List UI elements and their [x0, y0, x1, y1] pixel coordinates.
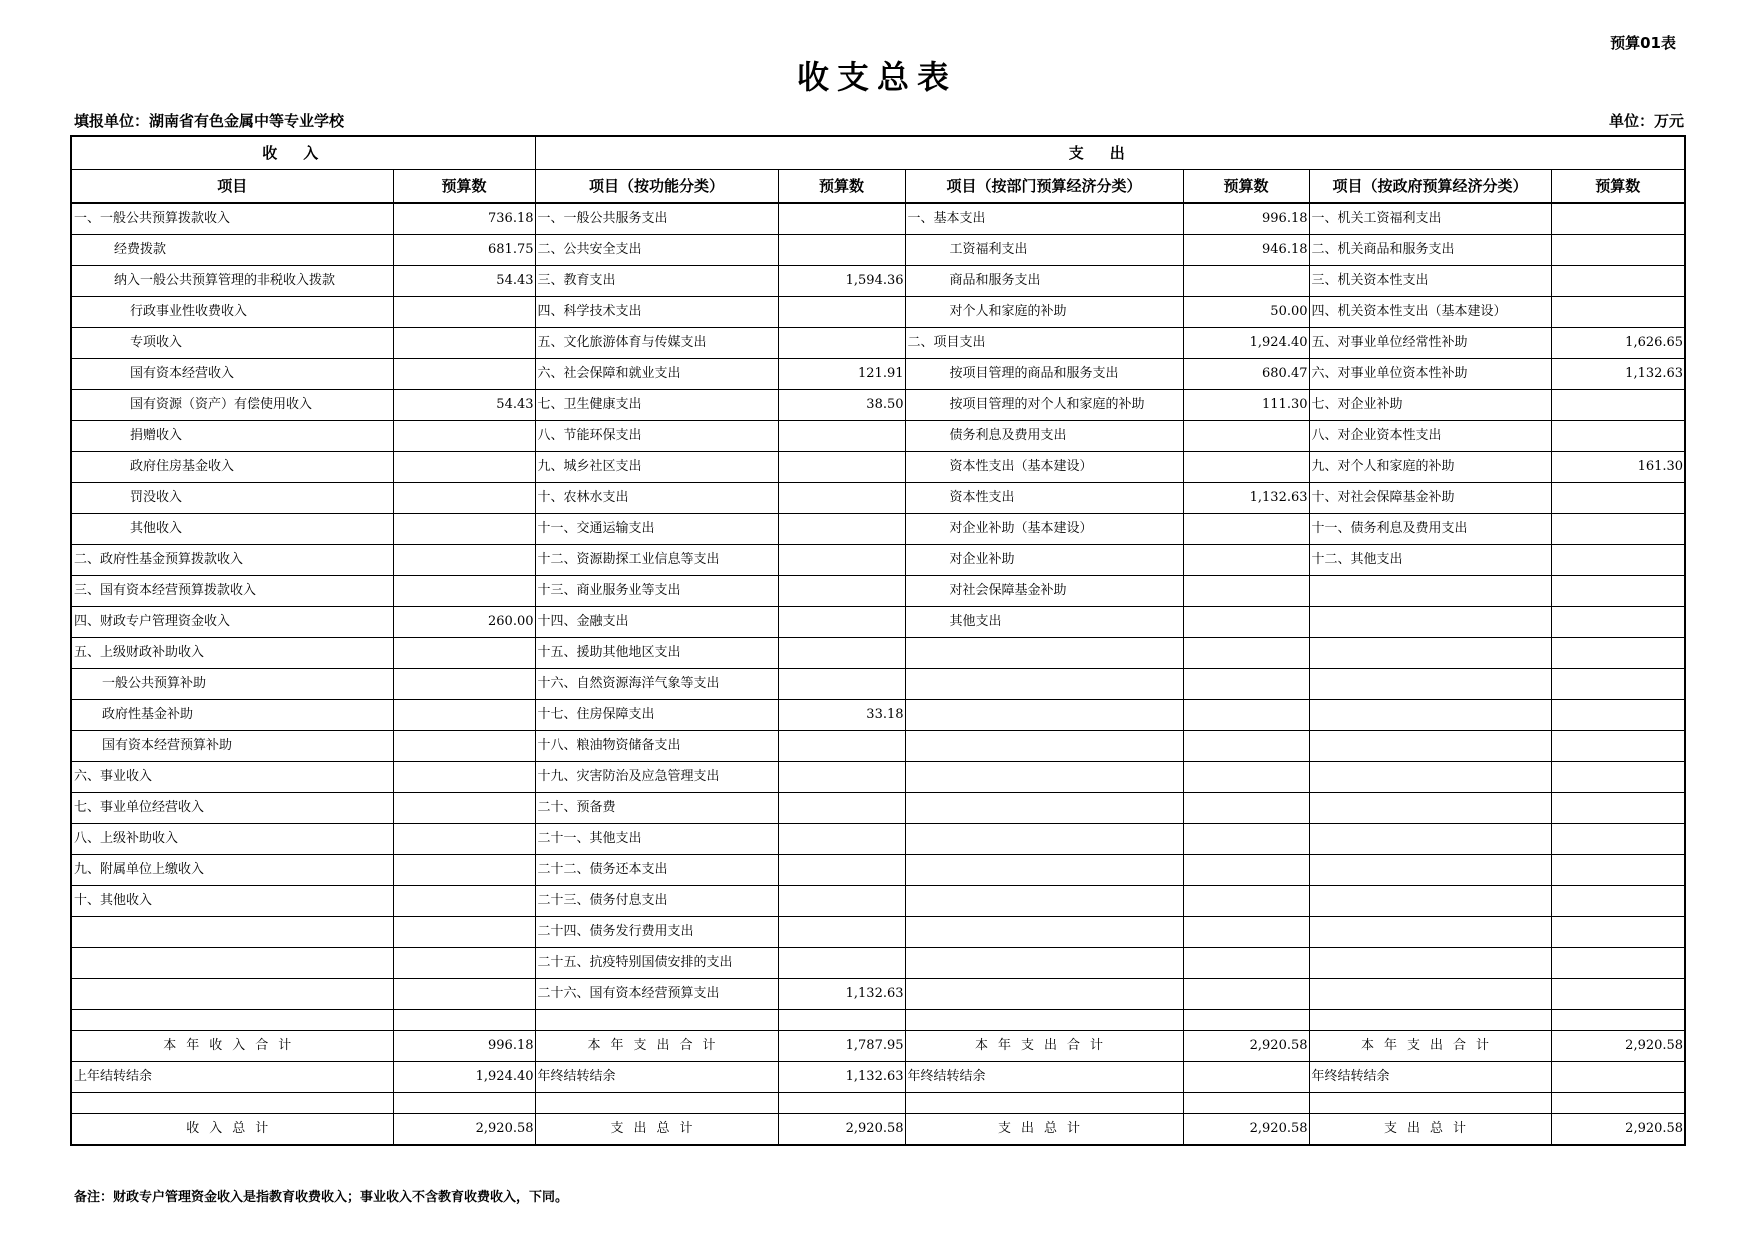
empty-cell — [905, 1093, 1183, 1114]
cell-functional-item: 七、卫生健康支出 — [535, 390, 778, 421]
table-row — [71, 979, 1685, 1010]
cell-functional-item: 二十六、国有资本经营预算支出 — [535, 979, 778, 1010]
table-row — [71, 203, 1685, 235]
cell-gov-economic-item — [1309, 948, 1551, 979]
cell-functional-amount: 2,920.58 — [778, 1114, 905, 1146]
cell-dept-economic-item: 二、项目支出 — [905, 328, 1183, 359]
cell-income-item: 国有资本经营预算补助 — [71, 731, 393, 762]
table-row — [71, 297, 1685, 328]
cell-income-item: 三、国有资本经营预算拨款收入 — [71, 576, 393, 607]
cell-gov-economic-item: 六、对事业单位资本性补助 — [1309, 359, 1551, 390]
cell-income-amount — [393, 638, 535, 669]
cell-functional-amount — [778, 793, 905, 824]
cell-income-amount — [393, 762, 535, 793]
empty-cell — [1551, 1093, 1685, 1114]
col-header-dept-economic-amount: 预算数 — [1183, 170, 1309, 204]
table-row — [71, 886, 1685, 917]
cell-gov-economic-amount — [1551, 762, 1685, 793]
cell-functional-item: 十二、资源勘探工业信息等支出 — [535, 545, 778, 576]
cell-functional-item: 八、节能环保支出 — [535, 421, 778, 452]
cell-income-amount — [393, 979, 535, 1010]
cell-income-item — [71, 948, 393, 979]
table-row — [71, 793, 1685, 824]
cell-functional-item: 十、农林水支出 — [535, 483, 778, 514]
footnote: 备注：财政专户管理资金收入是指教育收费收入；事业收入不含教育收费收入，下同。 — [74, 1190, 569, 1205]
cell-functional-item: 四、科学技术支出 — [535, 297, 778, 328]
form-code: 预算01表 — [1610, 34, 1676, 52]
cell-gov-economic-amount — [1551, 203, 1685, 235]
cell-dept-economic-amount — [1183, 886, 1309, 917]
cell-dept-economic-item: 工资福利支出 — [905, 235, 1183, 266]
cell-dept-economic-amount — [1183, 266, 1309, 297]
cell-functional-amount — [778, 421, 905, 452]
cell-dept-economic-item: 按项目管理的对个人和家庭的补助 — [905, 390, 1183, 421]
cell-gov-economic-amount — [1551, 607, 1685, 638]
cell-dept-economic-amount — [1183, 545, 1309, 576]
currency-unit: 单位：万元 — [1608, 112, 1684, 130]
spacer-row — [71, 1010, 1685, 1031]
cell-gov-economic-item — [1309, 886, 1551, 917]
cell-gov-economic-item: 一、机关工资福利支出 — [1309, 203, 1551, 235]
cell-income-item — [71, 917, 393, 948]
cell-functional-amount — [778, 483, 905, 514]
cell-dept-economic-item: 对企业补助（基本建设） — [905, 514, 1183, 545]
cell-dept-economic-amount: 2,920.58 — [1183, 1031, 1309, 1062]
cell-gov-economic-amount — [1551, 266, 1685, 297]
table-row — [71, 762, 1685, 793]
cell-gov-economic-item — [1309, 855, 1551, 886]
cell-dept-economic-item: 年终结转结余 — [905, 1062, 1183, 1093]
cell-income-amount — [393, 297, 535, 328]
cell-gov-economic-amount — [1551, 483, 1685, 514]
cell-income-amount: 54.43 — [393, 390, 535, 421]
budget-summary-table — [70, 135, 1686, 1146]
cell-gov-economic-item: 二、机关商品和服务支出 — [1309, 235, 1551, 266]
cell-dept-economic-item — [905, 948, 1183, 979]
column-header-row — [71, 170, 1685, 204]
unit-row — [70, 110, 1684, 132]
table-row — [71, 359, 1685, 390]
cell-functional-item: 十三、商业服务业等支出 — [535, 576, 778, 607]
cell-dept-economic-item: 对企业补助 — [905, 545, 1183, 576]
table-row — [71, 855, 1685, 886]
cell-gov-economic-item — [1309, 793, 1551, 824]
cell-gov-economic-amount — [1551, 700, 1685, 731]
cell-gov-economic-amount: 2,920.58 — [1551, 1031, 1685, 1062]
cell-income-item: 经费拨款 — [71, 235, 393, 266]
cell-functional-item: 年终结转结余 — [535, 1062, 778, 1093]
cell-income-item: 专项收入 — [71, 328, 393, 359]
cell-dept-economic-amount — [1183, 452, 1309, 483]
cell-functional-amount — [778, 948, 905, 979]
cell-dept-economic-amount — [1183, 607, 1309, 638]
cell-functional-item: 十一、交通运输支出 — [535, 514, 778, 545]
table-row — [71, 948, 1685, 979]
cell-income-item: 八、上级补助收入 — [71, 824, 393, 855]
cell-functional-item: 二十三、债务付息支出 — [535, 886, 778, 917]
cell-gov-economic-item — [1309, 979, 1551, 1010]
cell-dept-economic-amount: 946.18 — [1183, 235, 1309, 266]
table-row — [71, 452, 1685, 483]
col-header-gov-economic-amount: 预算数 — [1551, 170, 1685, 204]
cell-income-item: 十、其他收入 — [71, 886, 393, 917]
col-header-income-amount: 预算数 — [393, 170, 535, 204]
empty-cell — [71, 1010, 393, 1031]
table-row — [71, 638, 1685, 669]
cell-dept-economic-item: 支出总计 — [905, 1114, 1183, 1146]
cell-functional-amount: 38.50 — [778, 390, 905, 421]
cell-dept-economic-amount — [1183, 1062, 1309, 1093]
cell-gov-economic-item — [1309, 576, 1551, 607]
empty-cell — [778, 1093, 905, 1114]
table-row — [71, 607, 1685, 638]
table-row — [71, 700, 1685, 731]
cell-dept-economic-item — [905, 669, 1183, 700]
cell-income-amount: 736.18 — [393, 203, 535, 235]
cell-income-item: 一般公共预算补助 — [71, 669, 393, 700]
col-header-dept-economic-item: 项目（按部门预算经济分类） — [905, 170, 1183, 204]
cell-functional-item: 支出总计 — [535, 1114, 778, 1146]
year-total-row — [71, 1031, 1685, 1062]
cell-dept-economic-amount — [1183, 948, 1309, 979]
cell-functional-item: 二十、预备费 — [535, 793, 778, 824]
cell-income-item: 九、附属单位上缴收入 — [71, 855, 393, 886]
table-row — [71, 576, 1685, 607]
cell-gov-economic-item: 五、对事业单位经常性补助 — [1309, 328, 1551, 359]
cell-income-amount: 260.00 — [393, 607, 535, 638]
cell-income-item: 其他收入 — [71, 514, 393, 545]
table-row — [71, 917, 1685, 948]
cell-functional-amount: 1,594.36 — [778, 266, 905, 297]
cell-dept-economic-amount: 50.00 — [1183, 297, 1309, 328]
cell-gov-economic-amount: 1,132.63 — [1551, 359, 1685, 390]
cell-income-amount — [393, 793, 535, 824]
cell-gov-economic-amount — [1551, 979, 1685, 1010]
cell-gov-economic-item — [1309, 669, 1551, 700]
empty-cell — [1183, 1093, 1309, 1114]
cell-dept-economic-item — [905, 700, 1183, 731]
cell-dept-economic-item: 对个人和家庭的补助 — [905, 297, 1183, 328]
cell-gov-economic-amount — [1551, 576, 1685, 607]
cell-income-amount — [393, 917, 535, 948]
grand-total-row — [71, 1114, 1685, 1146]
cell-functional-item: 六、社会保障和就业支出 — [535, 359, 778, 390]
cell-income-item: 四、财政专户管理资金收入 — [71, 607, 393, 638]
cell-functional-amount — [778, 297, 905, 328]
table-row — [71, 266, 1685, 297]
cell-gov-economic-item: 三、机关资本性支出 — [1309, 266, 1551, 297]
cell-functional-item: 二十一、其他支出 — [535, 824, 778, 855]
cell-income-amount: 1,924.40 — [393, 1062, 535, 1093]
cell-gov-economic-amount — [1551, 421, 1685, 452]
carryover-row — [71, 1062, 1685, 1093]
cell-dept-economic-item — [905, 824, 1183, 855]
expense-group-header: 支出 — [535, 136, 1685, 170]
cell-income-item: 行政事业性收费收入 — [71, 297, 393, 328]
cell-functional-item: 十五、援助其他地区支出 — [535, 638, 778, 669]
empty-cell — [1551, 1010, 1685, 1031]
cell-dept-economic-item — [905, 917, 1183, 948]
cell-dept-economic-amount: 996.18 — [1183, 203, 1309, 235]
cell-gov-economic-item — [1309, 824, 1551, 855]
cell-gov-economic-item — [1309, 638, 1551, 669]
cell-income-item: 纳入一般公共预算管理的非税收入拨款 — [71, 266, 393, 297]
cell-functional-amount — [778, 328, 905, 359]
page-title: 收支总表 — [796, 58, 957, 96]
cell-dept-economic-amount — [1183, 731, 1309, 762]
cell-income-item: 收入总计 — [71, 1114, 393, 1146]
cell-income-amount: 996.18 — [393, 1031, 535, 1062]
cell-dept-economic-amount — [1183, 669, 1309, 700]
table-row — [71, 235, 1685, 266]
cell-dept-economic-amount — [1183, 917, 1309, 948]
cell-dept-economic-item: 资本性支出 — [905, 483, 1183, 514]
cell-income-amount — [393, 700, 535, 731]
cell-gov-economic-amount: 2,920.58 — [1551, 1114, 1685, 1146]
cell-functional-amount — [778, 731, 905, 762]
cell-income-item: 国有资源（资产）有偿使用收入 — [71, 390, 393, 421]
cell-dept-economic-item: 本年支出合计 — [905, 1031, 1183, 1062]
empty-cell — [535, 1010, 778, 1031]
cell-dept-economic-item — [905, 731, 1183, 762]
cell-functional-item: 二十二、债务还本支出 — [535, 855, 778, 886]
cell-income-item: 政府性基金补助 — [71, 700, 393, 731]
cell-gov-economic-amount — [1551, 1062, 1685, 1093]
cell-functional-amount — [778, 638, 905, 669]
cell-income-amount — [393, 576, 535, 607]
table-row — [71, 669, 1685, 700]
spacer-row — [71, 1093, 1685, 1114]
cell-income-item: 五、上级财政补助收入 — [71, 638, 393, 669]
cell-dept-economic-item: 其他支出 — [905, 607, 1183, 638]
cell-gov-economic-amount — [1551, 514, 1685, 545]
cell-income-item: 上年结转结余 — [71, 1062, 393, 1093]
cell-income-amount — [393, 886, 535, 917]
table-row — [71, 328, 1685, 359]
cell-gov-economic-item: 十二、其他支出 — [1309, 545, 1551, 576]
cell-gov-economic-item: 九、对个人和家庭的补助 — [1309, 452, 1551, 483]
cell-gov-economic-amount — [1551, 731, 1685, 762]
cell-income-item: 捐赠收入 — [71, 421, 393, 452]
empty-cell — [1309, 1010, 1551, 1031]
cell-gov-economic-amount — [1551, 886, 1685, 917]
cell-functional-amount — [778, 886, 905, 917]
table-row — [71, 483, 1685, 514]
cell-income-amount — [393, 421, 535, 452]
cell-income-amount — [393, 948, 535, 979]
cell-gov-economic-amount — [1551, 669, 1685, 700]
cell-functional-amount: 1,132.63 — [778, 979, 905, 1010]
cell-gov-economic-amount — [1551, 545, 1685, 576]
cell-dept-economic-item: 一、基本支出 — [905, 203, 1183, 235]
cell-dept-economic-amount: 680.47 — [1183, 359, 1309, 390]
cell-functional-amount — [778, 452, 905, 483]
cell-functional-amount — [778, 669, 905, 700]
cell-income-amount: 681.75 — [393, 235, 535, 266]
cell-functional-amount: 33.18 — [778, 700, 905, 731]
empty-cell — [1183, 1010, 1309, 1031]
cell-gov-economic-amount — [1551, 297, 1685, 328]
cell-income-amount: 2,920.58 — [393, 1114, 535, 1146]
cell-functional-amount — [778, 514, 905, 545]
cell-dept-economic-amount: 1,924.40 — [1183, 328, 1309, 359]
reporting-unit: 填报单位：湖南省有色金属中等专业学校 — [74, 112, 345, 130]
cell-income-amount — [393, 359, 535, 390]
cell-gov-economic-amount: 161.30 — [1551, 452, 1685, 483]
cell-dept-economic-amount — [1183, 762, 1309, 793]
cell-dept-economic-amount: 2,920.58 — [1183, 1114, 1309, 1146]
cell-functional-amount: 121.91 — [778, 359, 905, 390]
cell-functional-amount — [778, 545, 905, 576]
cell-gov-economic-item: 四、机关资本性支出（基本建设） — [1309, 297, 1551, 328]
cell-functional-amount — [778, 917, 905, 948]
cell-dept-economic-item — [905, 793, 1183, 824]
col-header-income-item: 项目 — [71, 170, 393, 204]
cell-income-amount — [393, 669, 535, 700]
cell-dept-economic-item: 债务利息及费用支出 — [905, 421, 1183, 452]
cell-gov-economic-amount — [1551, 917, 1685, 948]
cell-gov-economic-item: 七、对企业补助 — [1309, 390, 1551, 421]
cell-income-item: 国有资本经营收入 — [71, 359, 393, 390]
cell-dept-economic-amount — [1183, 514, 1309, 545]
cell-income-amount — [393, 824, 535, 855]
cell-gov-economic-amount — [1551, 855, 1685, 886]
cell-dept-economic-amount — [1183, 793, 1309, 824]
cell-functional-amount — [778, 824, 905, 855]
group-header-row — [71, 136, 1685, 170]
table-row — [71, 545, 1685, 576]
cell-functional-amount — [778, 607, 905, 638]
cell-dept-economic-item — [905, 638, 1183, 669]
cell-income-amount — [393, 731, 535, 762]
cell-income-amount — [393, 855, 535, 886]
cell-income-amount — [393, 452, 535, 483]
cell-functional-item: 十七、住房保障支出 — [535, 700, 778, 731]
cell-income-amount — [393, 328, 535, 359]
cell-gov-economic-amount — [1551, 793, 1685, 824]
empty-cell — [905, 1010, 1183, 1031]
cell-functional-amount — [778, 235, 905, 266]
cell-dept-economic-amount — [1183, 824, 1309, 855]
col-header-functional-amount: 预算数 — [778, 170, 905, 204]
empty-cell — [778, 1010, 905, 1031]
cell-dept-economic-item: 对社会保障基金补助 — [905, 576, 1183, 607]
cell-gov-economic-item: 年终结转结余 — [1309, 1062, 1551, 1093]
cell-dept-economic-amount — [1183, 700, 1309, 731]
table-body — [71, 136, 1685, 1145]
cell-functional-amount — [778, 203, 905, 235]
cell-dept-economic-item: 商品和服务支出 — [905, 266, 1183, 297]
cell-gov-economic-item — [1309, 700, 1551, 731]
cell-dept-economic-amount — [1183, 855, 1309, 886]
cell-functional-item: 十九、灾害防治及应急管理支出 — [535, 762, 778, 793]
cell-dept-economic-amount: 111.30 — [1183, 390, 1309, 421]
cell-income-item: 七、事业单位经营收入 — [71, 793, 393, 824]
cell-functional-amount — [778, 762, 905, 793]
table-row — [71, 390, 1685, 421]
cell-dept-economic-item — [905, 979, 1183, 1010]
cell-dept-economic-item: 资本性支出（基本建设） — [905, 452, 1183, 483]
cell-gov-economic-amount: 1,626.65 — [1551, 328, 1685, 359]
cell-income-item: 六、事业收入 — [71, 762, 393, 793]
table-row — [71, 514, 1685, 545]
cell-dept-economic-amount — [1183, 576, 1309, 607]
cell-functional-item: 三、教育支出 — [535, 266, 778, 297]
empty-cell — [535, 1093, 778, 1114]
cell-gov-economic-item: 十、对社会保障基金补助 — [1309, 483, 1551, 514]
cell-gov-economic-item — [1309, 731, 1551, 762]
cell-gov-economic-item: 八、对企业资本性支出 — [1309, 421, 1551, 452]
table-row — [71, 824, 1685, 855]
cell-dept-economic-amount — [1183, 638, 1309, 669]
cell-functional-amount — [778, 576, 905, 607]
empty-cell — [393, 1010, 535, 1031]
cell-gov-economic-item: 支出总计 — [1309, 1114, 1551, 1146]
col-header-functional-item: 项目（按功能分类） — [535, 170, 778, 204]
cell-functional-amount: 1,132.63 — [778, 1062, 905, 1093]
table-row — [71, 731, 1685, 762]
cell-gov-economic-amount — [1551, 390, 1685, 421]
cell-dept-economic-amount — [1183, 421, 1309, 452]
cell-gov-economic-item — [1309, 607, 1551, 638]
cell-gov-economic-amount — [1551, 824, 1685, 855]
cell-income-item: 本年收入合计 — [71, 1031, 393, 1062]
cell-dept-economic-item — [905, 886, 1183, 917]
cell-dept-economic-amount: 1,132.63 — [1183, 483, 1309, 514]
cell-gov-economic-item: 十一、债务利息及费用支出 — [1309, 514, 1551, 545]
table-row — [71, 421, 1685, 452]
cell-gov-economic-item — [1309, 917, 1551, 948]
cell-income-item: 政府住房基金收入 — [71, 452, 393, 483]
cell-income-amount — [393, 514, 535, 545]
empty-cell — [1309, 1093, 1551, 1114]
cell-functional-item: 一、一般公共服务支出 — [535, 203, 778, 235]
cell-functional-item: 十六、自然资源海洋气象等支出 — [535, 669, 778, 700]
cell-gov-economic-amount — [1551, 235, 1685, 266]
income-group-header: 收入 — [71, 136, 535, 170]
cell-gov-economic-amount — [1551, 948, 1685, 979]
cell-income-item — [71, 979, 393, 1010]
cell-gov-economic-item — [1309, 762, 1551, 793]
cell-income-item: 罚没收入 — [71, 483, 393, 514]
cell-functional-item: 二、公共安全支出 — [535, 235, 778, 266]
cell-dept-economic-item — [905, 855, 1183, 886]
cell-functional-item: 二十四、债务发行费用支出 — [535, 917, 778, 948]
cell-income-item: 一、一般公共预算拨款收入 — [71, 203, 393, 235]
empty-cell — [71, 1093, 393, 1114]
cell-functional-item: 本年支出合计 — [535, 1031, 778, 1062]
cell-gov-economic-item: 本年支出合计 — [1309, 1031, 1551, 1062]
cell-income-amount — [393, 483, 535, 514]
cell-functional-item: 二十五、抗疫特别国债安排的支出 — [535, 948, 778, 979]
cell-functional-item: 五、文化旅游体育与传媒支出 — [535, 328, 778, 359]
cell-gov-economic-amount — [1551, 638, 1685, 669]
cell-functional-item: 十八、粮油物资储备支出 — [535, 731, 778, 762]
cell-income-item: 二、政府性基金预算拨款收入 — [71, 545, 393, 576]
cell-functional-amount: 1,787.95 — [778, 1031, 905, 1062]
cell-functional-amount — [778, 855, 905, 886]
cell-dept-economic-item — [905, 762, 1183, 793]
cell-dept-economic-item: 按项目管理的商品和服务支出 — [905, 359, 1183, 390]
cell-income-amount: 54.43 — [393, 266, 535, 297]
cell-functional-item: 十四、金融支出 — [535, 607, 778, 638]
cell-income-amount — [393, 545, 535, 576]
cell-functional-item: 九、城乡社区支出 — [535, 452, 778, 483]
empty-cell — [393, 1093, 535, 1114]
col-header-gov-economic-item: 项目（按政府预算经济分类） — [1309, 170, 1551, 204]
cell-dept-economic-amount — [1183, 979, 1309, 1010]
